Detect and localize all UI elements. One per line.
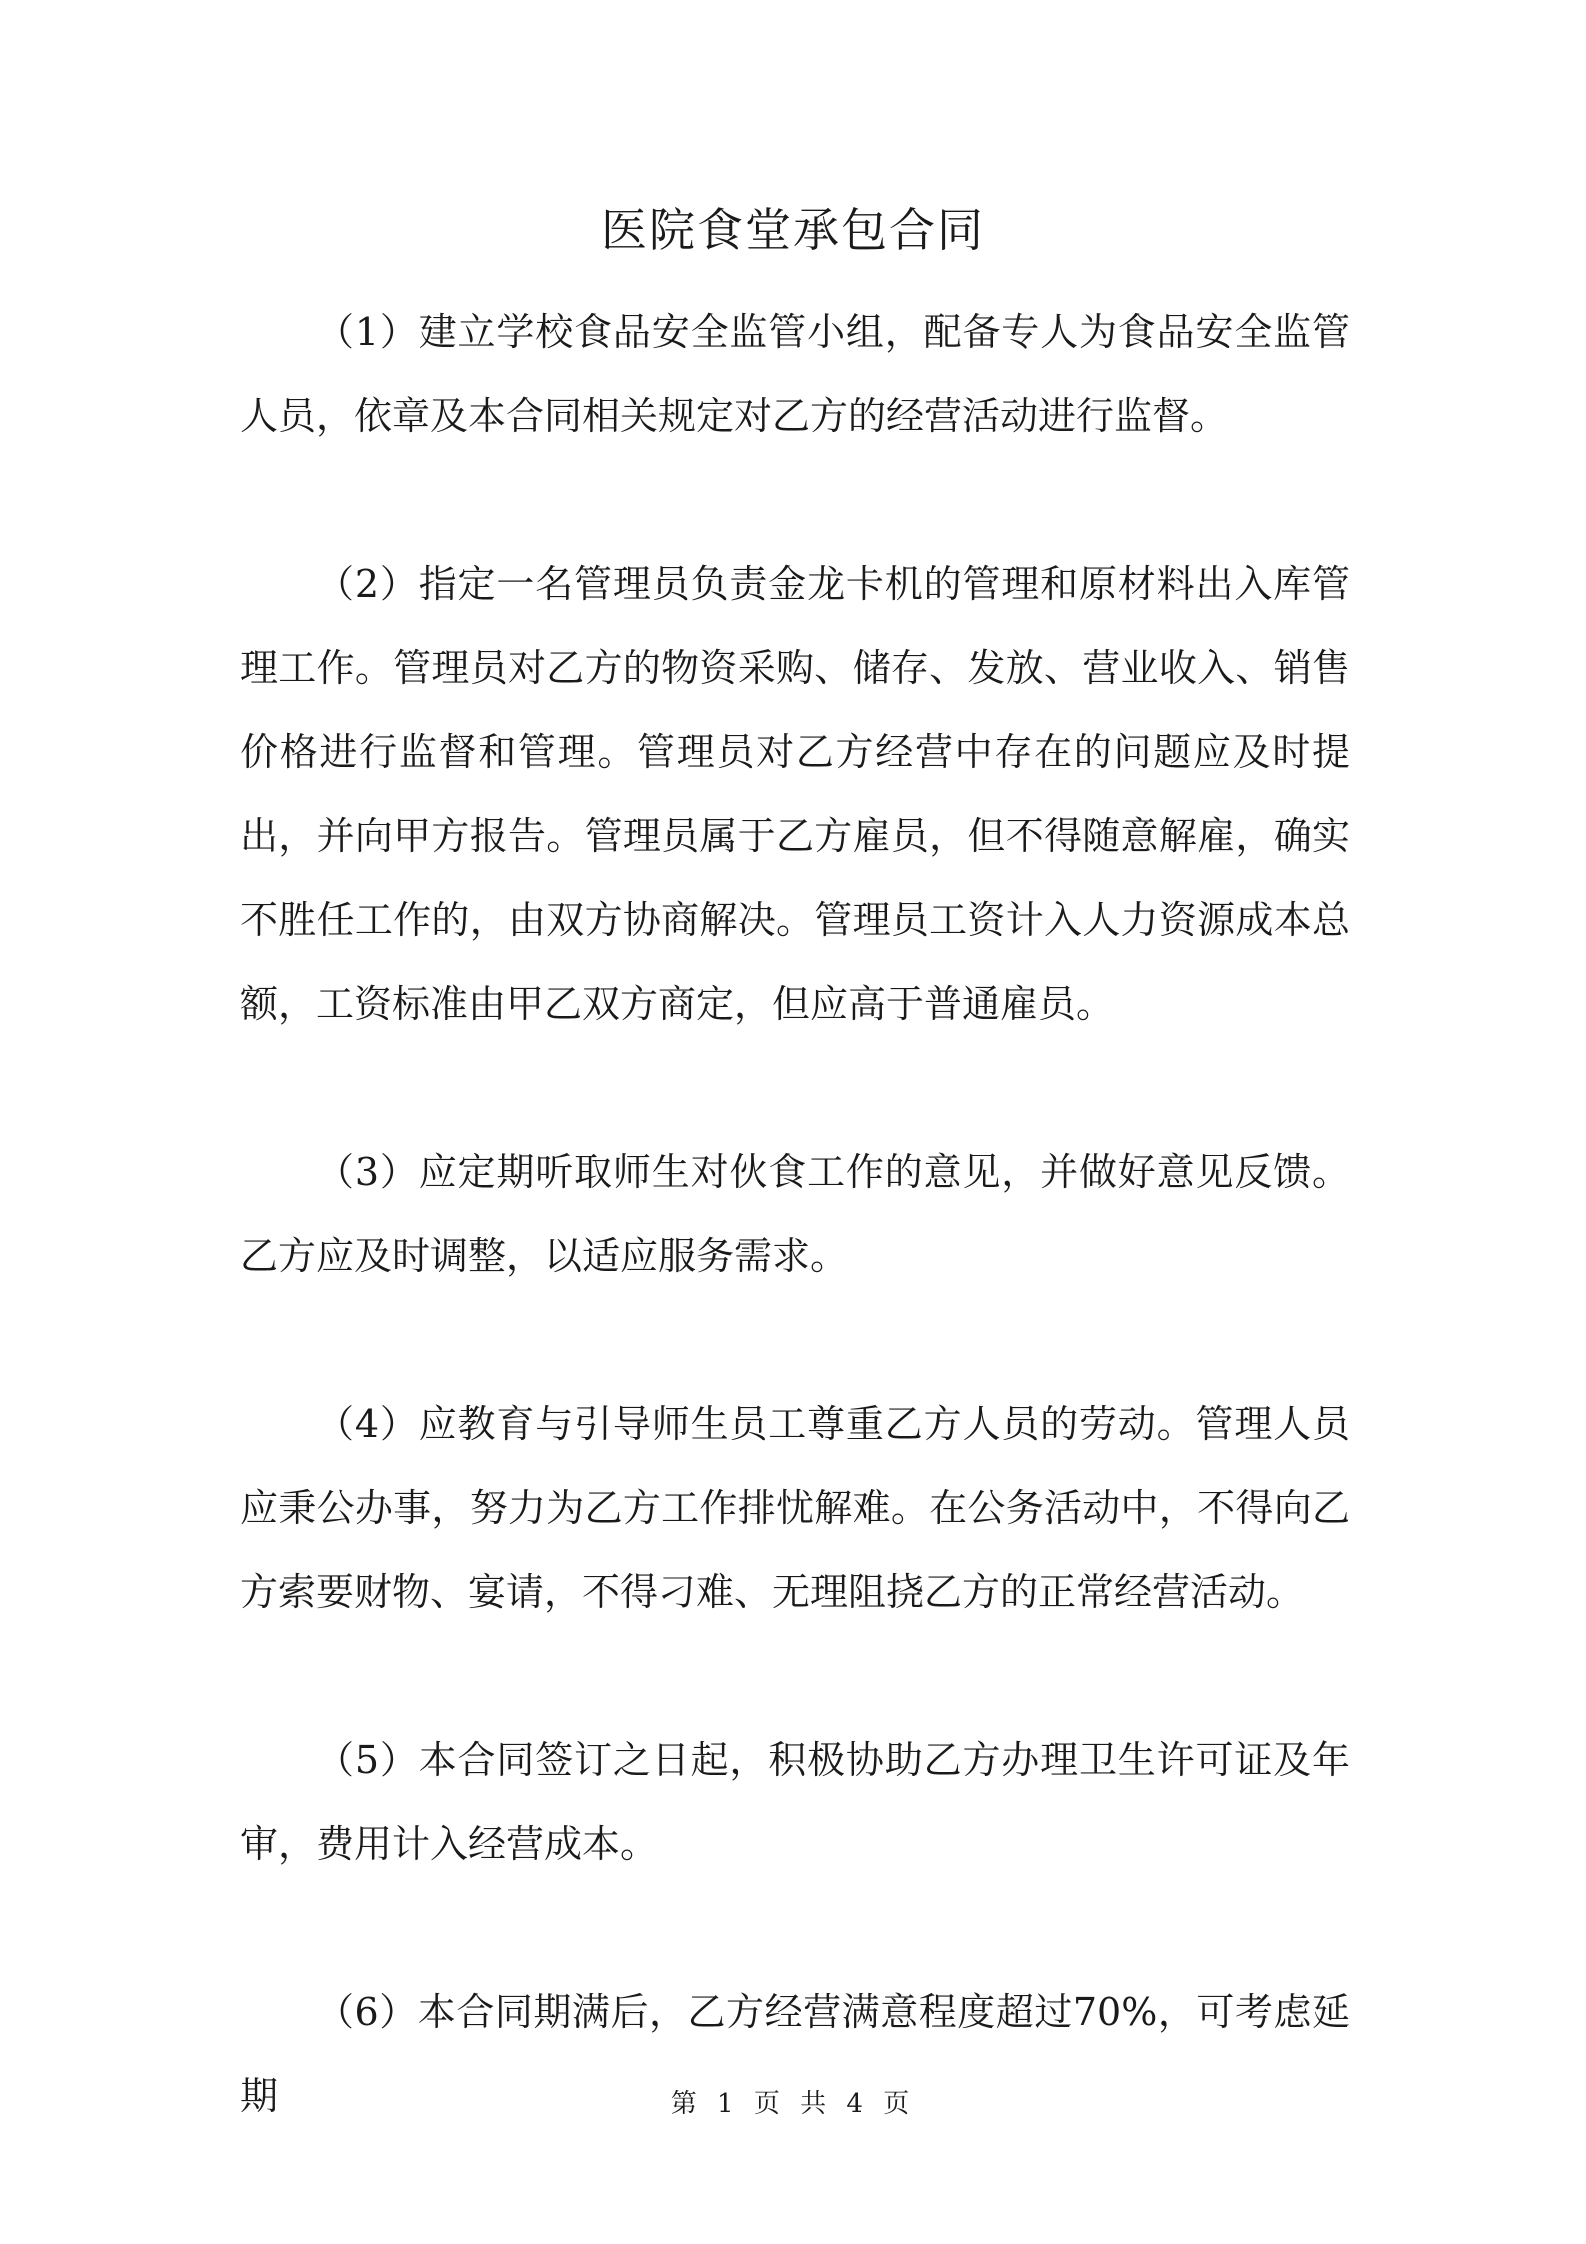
paragraph-6: （6）本合同期满后，乙方经营满意程度超过70%，可考虑延期 bbox=[240, 1990, 1350, 2118]
paragraph-4: （4）应教育与引导师生员工尊重乙方人员的劳动。管理人员应秉公办事，努力为乙方工作排忧解难。在公务活动中，不得向乙方索要财物、宴请，不得刁难、无理阻挠乙方的正常经营活动。 bbox=[240, 1402, 1350, 1614]
document-body bbox=[240, 290, 1350, 2138]
page-number-footer: 第 1 页 共 4 页 bbox=[670, 2089, 916, 2119]
paragraph-3: （3）应定期听取师生对伙食工作的意见，并做好意见反馈。乙方应及时调整，以适应服务需求。 bbox=[240, 1150, 1350, 1278]
paragraph-5: （5）本合同签订之日起，积极协助乙方办理卫生许可证及年审，费用计入经营成本。 bbox=[240, 1738, 1350, 1866]
document-title: 医院食堂承包合同 bbox=[601, 203, 985, 257]
paragraph-2: （2）指定一名管理员负责金龙卡机的管理和原材料出入库管理工作。管理员对乙方的物资采购、储存、发放、营业收入、销售价格进行监督和管理。管理员对乙方经营中存在的问题应及时提出，并向甲方报告。管理员属于乙方雇员，但不得随意解雇，确实不胜任工作的，由双方协商解决。管理员工资计入人力资源成本总额，工资标准由甲乙双方商定，但应高于普通雇员。 bbox=[240, 562, 1350, 1026]
paragraph-1: （1）建立学校食品安全监管小组，配备专人为食品安全监管人员，依章及本合同相关规定对乙方的经营活动进行监督。 bbox=[240, 310, 1350, 438]
